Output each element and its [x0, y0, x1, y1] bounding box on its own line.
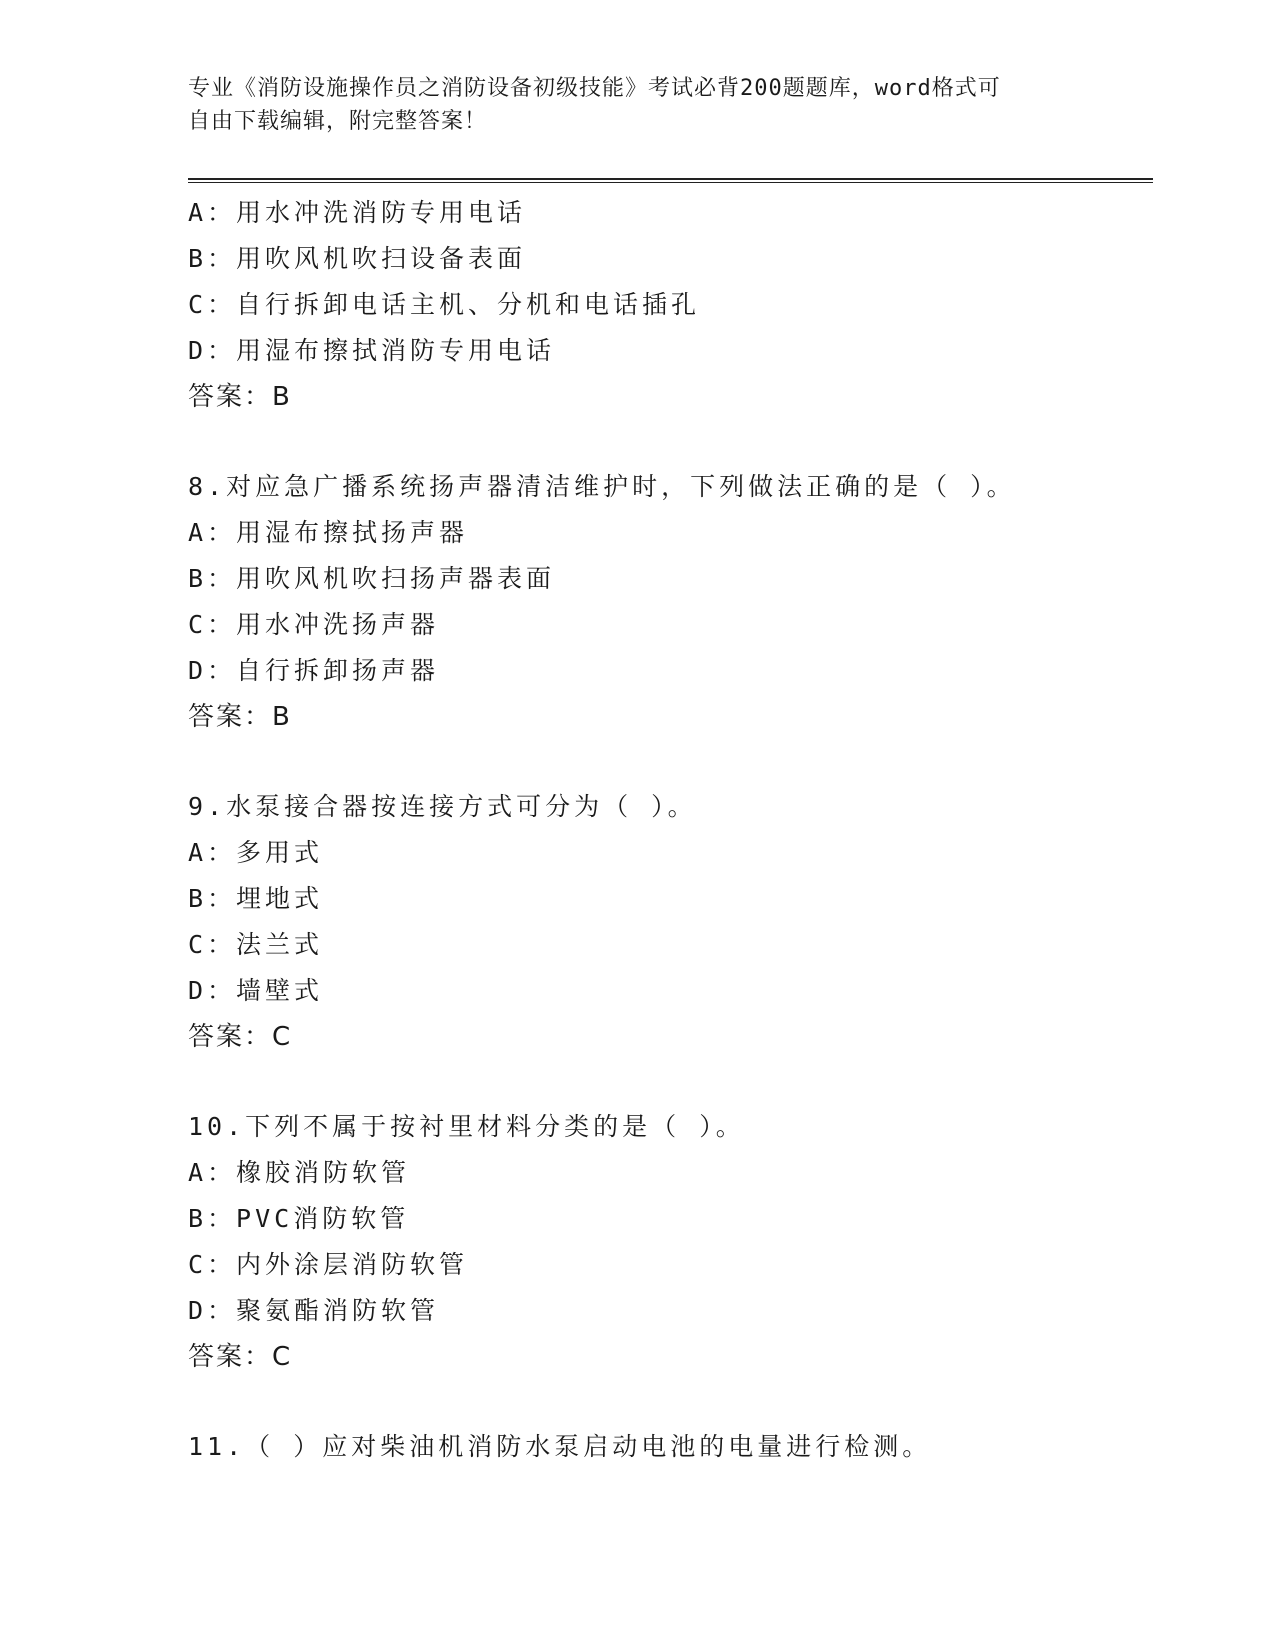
option-a: A：橡胶消防软管	[188, 1158, 411, 1187]
question-list	[188, 190, 1148, 1470]
option-d: D：用湿布擦拭消防专用电话	[188, 336, 556, 365]
header-divider	[188, 178, 1153, 183]
option-a: A：用湿布擦拭扬声器	[188, 518, 469, 547]
option-c: C：法兰式	[188, 930, 324, 959]
question-text: 10.下列不属于按衬里材料分类的是（ ）。	[188, 1112, 745, 1141]
option-c: C：自行拆卸电话主机、分机和电话插孔	[188, 290, 701, 319]
document-header	[188, 72, 1088, 138]
question-9	[188, 784, 1148, 1060]
question-7-continued	[188, 190, 1148, 420]
option-d: D：聚氨酯消防软管	[188, 1296, 440, 1325]
answer: 答案：B	[188, 702, 292, 732]
question-11	[188, 1424, 1148, 1470]
answer: 答案：C	[188, 1342, 293, 1372]
question-text: 9.水泵接合器按连接方式可分为（ ）。	[188, 792, 697, 821]
option-c: C：内外涂层消防软管	[188, 1250, 469, 1279]
option-b: B：埋地式	[188, 884, 324, 913]
option-c: C：用水冲洗扬声器	[188, 610, 440, 639]
question-8	[188, 464, 1148, 740]
option-d: D：自行拆卸扬声器	[188, 656, 440, 685]
option-b: B：用吹风机吹扫设备表面	[188, 244, 527, 273]
header-line-2: 自由下载编辑，附完整答案！	[188, 109, 488, 134]
answer: 答案：C	[188, 1022, 293, 1052]
header-line-1: 专业《消防设施操作员之消防设备初级技能》考试必背200题题库，word格式可	[188, 76, 1001, 101]
option-d: D：墙壁式	[188, 976, 324, 1005]
option-b: B：用吹风机吹扫扬声器表面	[188, 564, 556, 593]
question-text: 11.（ ）应对柴油机消防水泵启动电池的电量进行检测。	[188, 1432, 932, 1461]
question-10	[188, 1104, 1148, 1380]
option-a: A：多用式	[188, 838, 324, 867]
question-text: 8.对应急广播系统扬声器清洁维护时，下列做法正确的是（ ）。	[188, 472, 1016, 501]
option-b: B：PVC消防软管	[188, 1204, 410, 1233]
option-a: A：用水冲洗消防专用电话	[188, 198, 527, 227]
answer: 答案：B	[188, 382, 292, 412]
